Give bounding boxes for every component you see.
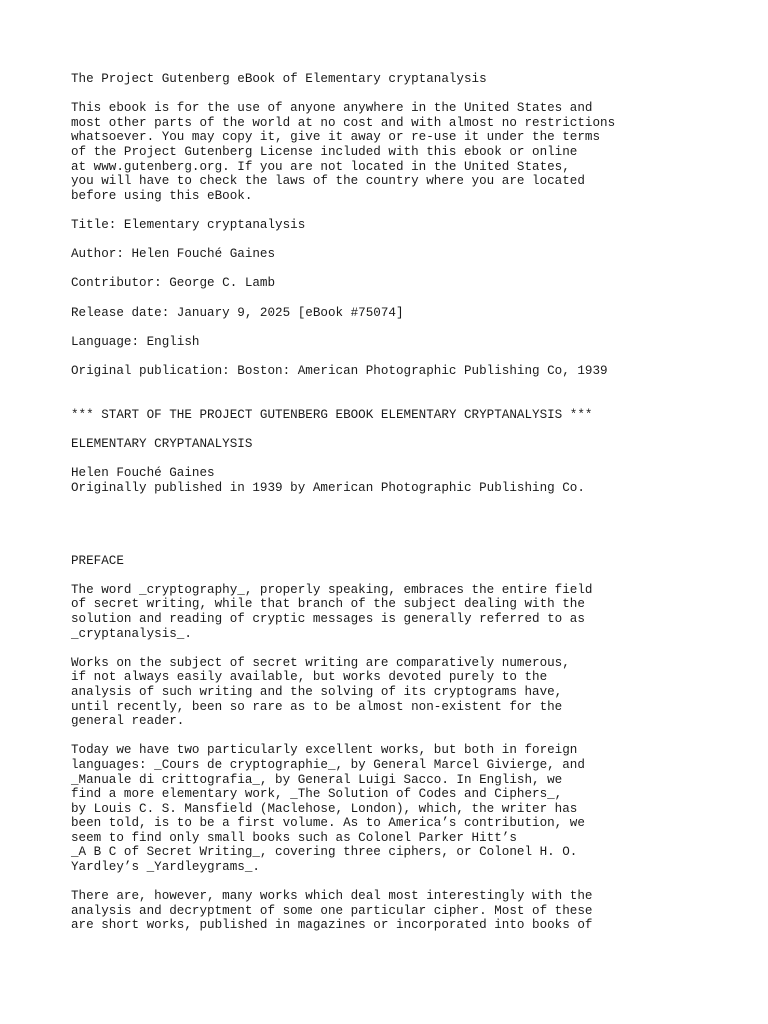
preface-line: Today we have two particularly excellent works, but both in foreign	[71, 743, 578, 758]
preface-paragraph	[71, 656, 761, 729]
metadata-author-line: Author: Helen Fouché Gaines	[71, 247, 276, 262]
byline-published: Originally published in 1939 by American Photographic Publishing Co.	[71, 480, 585, 495]
byline	[71, 466, 761, 495]
license-line: This ebook is for the use of anyone anywhere in the United States and	[71, 101, 593, 116]
license-line: most other parts of the world at no cost and with almost no restrictions	[71, 115, 616, 130]
preface-line: are short works, published in magazines or incorporated into books of	[71, 918, 593, 933]
metadata-original-publication	[71, 364, 761, 379]
start-marker-line: *** START OF THE PROJECT GUTENBERG EBOOK ELEMENTARY CRYPTANALYSIS ***	[71, 407, 593, 422]
license-line: whatsoever. You may copy it, give it away or re-use it under the terms	[71, 130, 601, 145]
preface-line: analysis of such writing and the solving of its cryptograms have,	[71, 684, 563, 699]
metadata-contributor	[71, 276, 761, 291]
byline-author: Helen Fouché Gaines	[71, 466, 215, 481]
title-line: The Project Gutenberg eBook of Elementary cryptanalysis	[71, 72, 487, 86]
preface-line: Works on the subject of secret writing are comparatively numerous,	[71, 655, 570, 670]
preface-heading	[71, 554, 761, 569]
ebook-title-line	[71, 72, 761, 87]
preface-line: languages: _Cours de cryptographie_, by General Marcel Givierge, and	[71, 757, 585, 772]
metadata-language-line: Language: English	[71, 334, 200, 349]
license-line: of the Project Gutenberg License included with this ebook or online	[71, 144, 578, 159]
metadata-language	[71, 335, 761, 350]
preface-line: seem to find only small books such as Colonel Parker Hitt’s	[71, 830, 517, 845]
preface-line: until recently, been so rare as to be almost non-existent for the	[71, 699, 563, 714]
preface-line: solution and reading of cryptic messages is generally referred to as	[71, 611, 585, 626]
ebook-text-page	[71, 72, 761, 948]
preface-line: by Louis C. S. Mansfield (Maclehose, London), which, the writer has	[71, 801, 578, 816]
preface-line: _cryptanalysis_.	[71, 626, 192, 641]
preface-line: if not always easily available, but works devoted purely to the	[71, 670, 548, 685]
preface-line: of secret writing, while that branch of the subject dealing with the	[71, 597, 585, 612]
preface-line: been told, is to be a first volume. As to America’s contribution, we	[71, 816, 585, 831]
license-line: you will have to check the laws of the country where you are located	[71, 174, 585, 189]
start-marker	[71, 408, 761, 423]
preface-line: find a more elementary work, _The Solution of Codes and Ciphers_,	[71, 787, 563, 802]
metadata-original-publication-line: Original publication: Boston: American Photographic Publishing Co, 1939	[71, 363, 608, 378]
metadata-contributor-line: Contributor: George C. Lamb	[71, 276, 276, 291]
book-heading-line: ELEMENTARY CRYPTANALYSIS	[71, 436, 253, 451]
preface-line: _Manuale di crittografia_, by General Luigi Sacco. In English, we	[71, 772, 563, 787]
metadata-title	[71, 218, 761, 233]
preface-line: _A B C of Secret Writing_, covering three ciphers, or Colonel H. O.	[71, 845, 578, 860]
preface-paragraph	[71, 583, 761, 641]
metadata-author	[71, 247, 761, 262]
preface-line: There are, however, many works which deal most interestingly with the	[71, 889, 593, 904]
preface-paragraph	[71, 889, 761, 933]
metadata-release-date-line: Release date: January 9, 2025 [eBook #75074]	[71, 305, 404, 320]
license-line: before using this eBook.	[71, 188, 253, 203]
metadata-title-line: Title: Elementary cryptanalysis	[71, 217, 306, 232]
preface-paragraph	[71, 743, 761, 874]
preface-line: Yardley’s _Yardleygrams_.	[71, 860, 260, 875]
license-paragraph	[71, 101, 761, 203]
preface-line: analysis and decryptment of some one particular cipher. Most of these	[71, 903, 593, 918]
book-heading	[71, 437, 761, 452]
preface-line: general reader.	[71, 714, 185, 729]
metadata-release-date	[71, 306, 761, 321]
preface-line: The word _cryptography_, properly speaking, embraces the entire field	[71, 582, 593, 597]
preface-heading-line: PREFACE	[71, 553, 124, 568]
license-line: at www.gutenberg.org. If you are not located in the United States,	[71, 159, 570, 174]
